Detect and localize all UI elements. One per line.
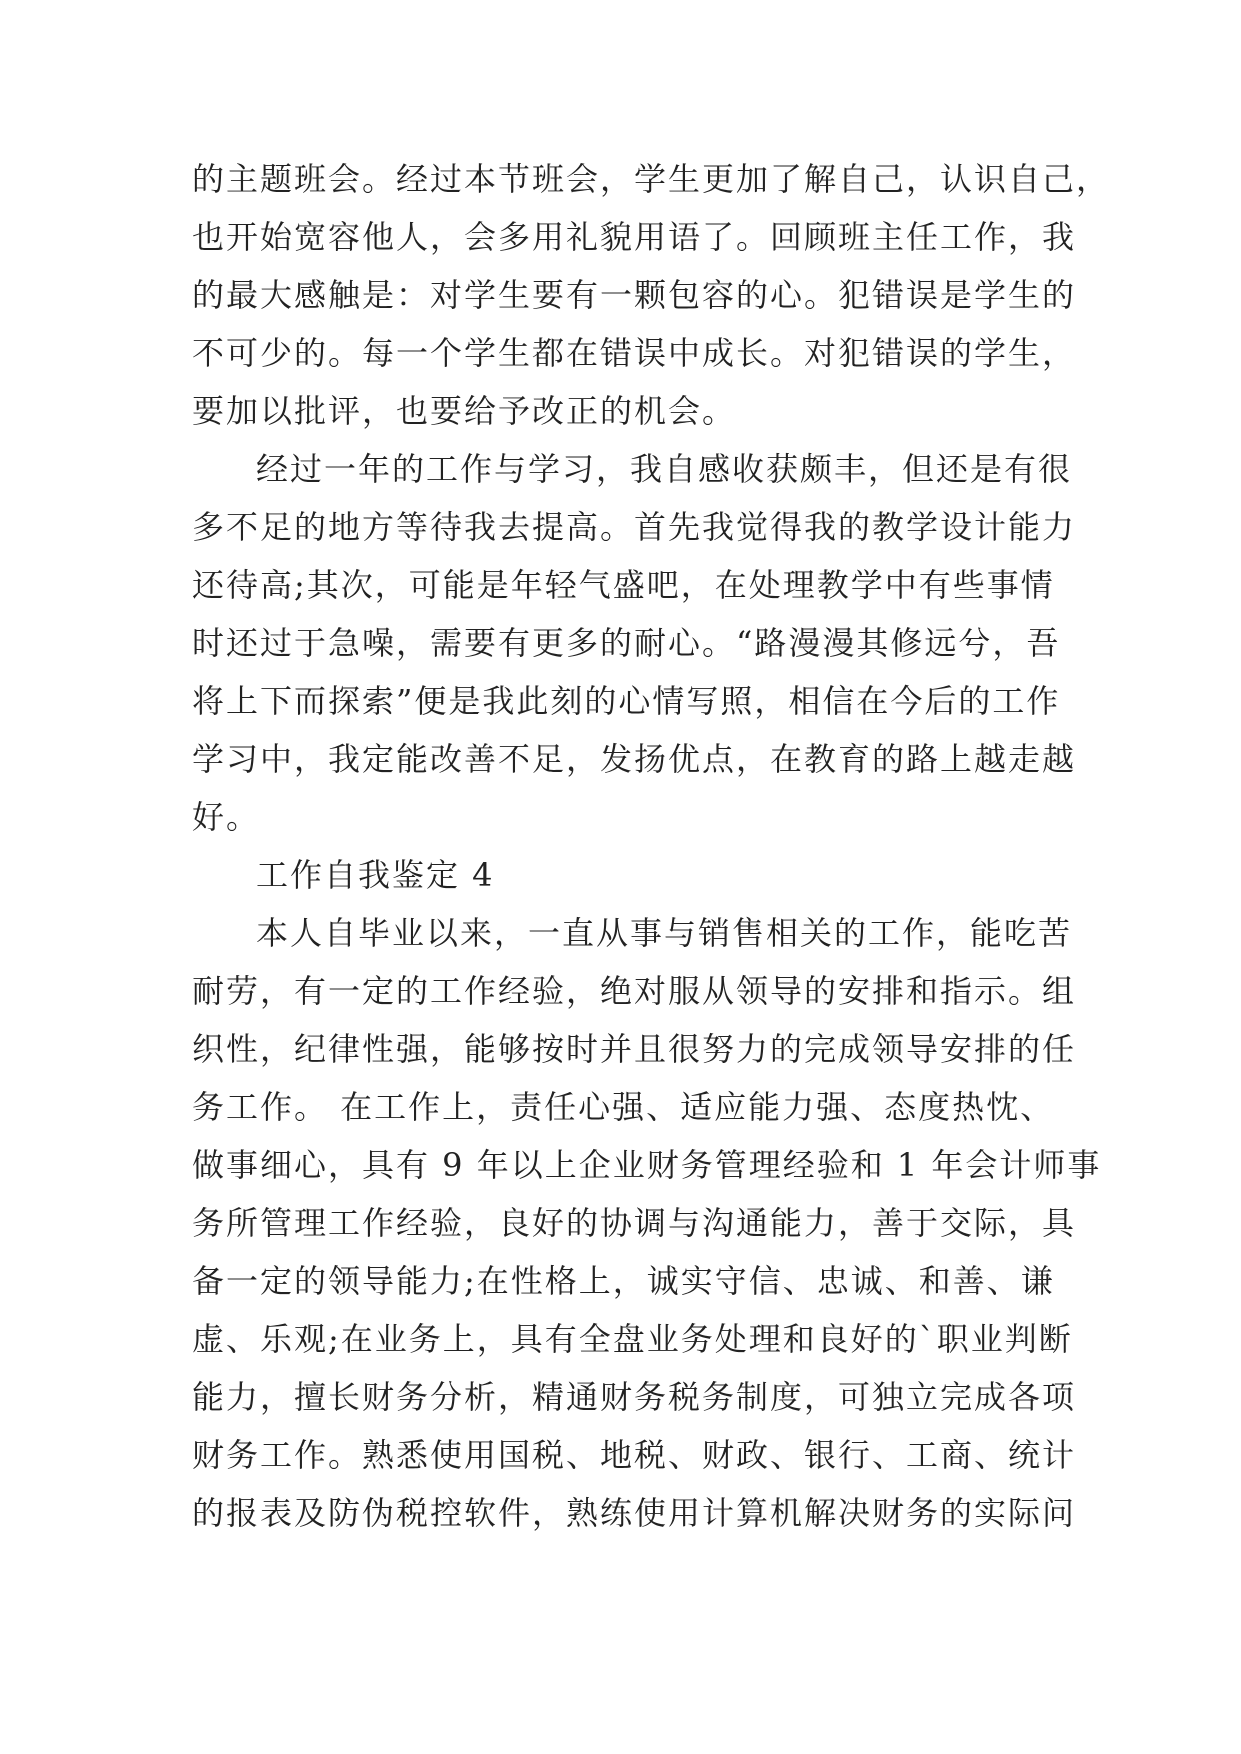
text-line: 的报表及防伪税控软件，熟练使用计算机解决财务的实际问 — [192, 1494, 1077, 1532]
text-line: 务所管理工作经验，良好的协调与沟通能力，善于交际，具 — [192, 1204, 1077, 1242]
text-line: 学习中，我定能改善不足，发扬优点，在教育的路上越走越 — [192, 740, 1077, 778]
text-line: 的主题班会。经过本节班会，学生更加了解自己，认识自己， — [192, 160, 1111, 198]
paragraph-start-line: 经过一年的工作与学习，我自感收获颇丰，但还是有很 — [256, 450, 1073, 488]
text-line: 时还过于急噪，需要有更多的耐心。“路漫漫其修远兮，吾 — [192, 624, 1061, 662]
document-page — [192, 150, 1111, 1542]
text-line: 织性，纪律性强，能够按时并且很努力的完成领导安排的任 — [192, 1030, 1077, 1068]
text-line: 多不足的地方等待我去提高。首先我觉得我的教学设计能力 — [192, 508, 1077, 546]
text-line: 将上下而探索”便是我此刻的心情写照，相信在今后的工作 — [192, 682, 1061, 720]
text-line: 耐劳，有一定的工作经验，绝对服从领导的安排和指示。组 — [192, 972, 1077, 1010]
text-line: 虚、乐观;在业务上，具有全盘业务处理和良好的`职业判断 — [192, 1320, 1073, 1358]
text-line: 备一定的领导能力;在性格上，诚实守信、忠诚、和善、谦 — [192, 1262, 1055, 1300]
text-line: 不可少的。每一个学生都在错误中成长。对犯错误的学生， — [192, 334, 1077, 372]
text-line: 也开始宽容他人，会多用礼貌用语了。回顾班主任工作，我 — [192, 218, 1077, 256]
text-line: 还待高;其次，可能是年轻气盛吧，在处理教学中有些事情 — [192, 566, 1055, 604]
section-heading: 工作自我鉴定 4 — [256, 856, 495, 894]
text-line: 要加以批评，也要给予改正的机会。 — [192, 392, 737, 430]
text-line: 的最大感触是：对学生要有一颗包容的心。犯错误是学生的 — [192, 276, 1077, 314]
text-line: 好。 — [192, 798, 261, 836]
text-line: 能力，擅长财务分析，精通财务税务制度，可独立完成各项 — [192, 1378, 1077, 1416]
text-line: 财务工作。熟悉使用国税、地税、财政、银行、工商、统计 — [192, 1436, 1077, 1474]
text-line: 做事细心，具有 9 年以上企业财务管理经验和 1 年会计师事 — [192, 1146, 1102, 1184]
text-line: 务工作。 在工作上，责任心强、适应能力强、态度热忱、 — [192, 1088, 1055, 1126]
paragraph-start-line: 本人自毕业以来，一直从事与销售相关的工作，能吃苦 — [256, 914, 1073, 952]
